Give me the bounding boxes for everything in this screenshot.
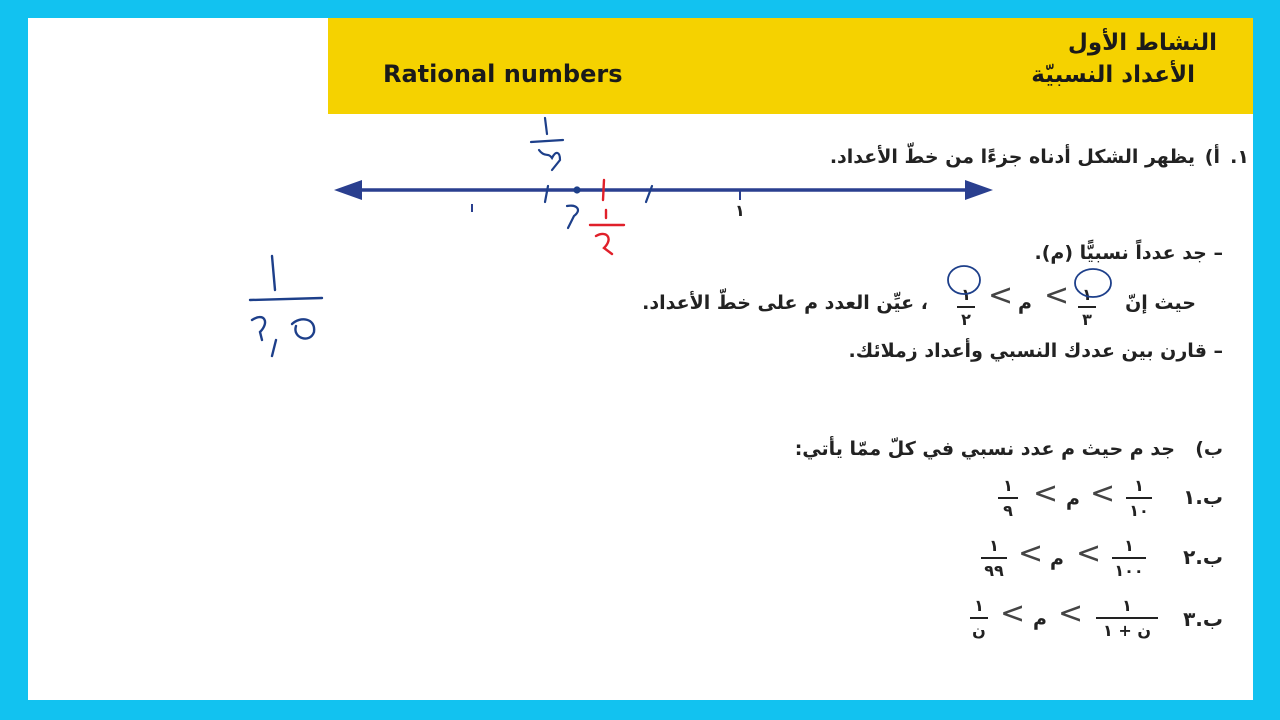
part-b-text: جد م حيث م عدد نسبي في كلّ ممّا يأتي: bbox=[794, 438, 1175, 460]
item-b1-m: م bbox=[1066, 488, 1080, 510]
number-line-right-arrow bbox=[965, 180, 993, 200]
item-b1-label: ب.١ bbox=[1183, 485, 1223, 509]
handwritten-circles bbox=[948, 266, 1111, 297]
question-1-text: يظهر الشكل أدناه جزءًا من خطّ الأعداد. bbox=[829, 146, 1195, 168]
less-than-sign: < bbox=[1058, 596, 1084, 631]
fraction-one-third: ١ ٣ bbox=[1078, 285, 1096, 329]
variable-m: م bbox=[1018, 292, 1032, 314]
less-than-sign: < bbox=[1000, 596, 1026, 631]
item-b2-right-fraction: ١ ٩٩ bbox=[981, 536, 1007, 580]
less-than-sign: < bbox=[1033, 476, 1059, 511]
item-b2-m: م bbox=[1050, 548, 1064, 570]
item-b3-right-fraction: ١ ن bbox=[970, 596, 988, 640]
part-b-label: ب) bbox=[1195, 438, 1223, 460]
question-number: ١. bbox=[1230, 146, 1249, 168]
bullet-where-prefix: حيث إنّ bbox=[1125, 292, 1196, 314]
item-b2-left-fraction: ١ ١٠٠ bbox=[1112, 536, 1146, 580]
less-than-sign: < bbox=[1018, 536, 1044, 571]
number-line-left-arrow bbox=[334, 180, 362, 200]
bullet-find-rational: – جد عدداً نسبيًّا (م). bbox=[1034, 242, 1223, 264]
less-than-sign: < bbox=[988, 278, 1014, 313]
handwritten-one-third bbox=[531, 118, 652, 228]
item-b3-label: ب.٣ bbox=[1183, 607, 1223, 631]
less-than-sign: < bbox=[1044, 278, 1070, 313]
item-b3-left-fraction: ١ ن + ١ bbox=[1096, 596, 1158, 640]
activity-title: النشاط الأول bbox=[1067, 30, 1217, 56]
less-than-sign: < bbox=[1090, 476, 1116, 511]
item-b2-label: ب.٢ bbox=[1183, 545, 1223, 569]
bullet-compare: – قارن بين عددك النسبي وأعداد زملائك. bbox=[848, 340, 1223, 362]
less-than-sign: < bbox=[1076, 536, 1102, 571]
fraction-one-half: ١ ٢ bbox=[957, 285, 975, 329]
title-english: Rational numbers bbox=[383, 60, 623, 88]
item-b1-left-fraction: ١ ١٠ bbox=[1126, 476, 1152, 520]
handwritten-one-over-two-point-five bbox=[250, 256, 322, 356]
item-b1-right-fraction: ١ ٩ bbox=[998, 476, 1018, 520]
number-line-label-one: ١ bbox=[735, 201, 745, 220]
bullet-where-suffix: ، عيِّن العدد م على خطّ الأعداد. bbox=[642, 292, 928, 314]
item-b3-m: م bbox=[1033, 608, 1047, 630]
rational-numbers-title-ar: الأعداد النسبيّة bbox=[1031, 62, 1195, 88]
question-part-a: أ) bbox=[1204, 146, 1220, 168]
number-line bbox=[334, 180, 993, 212]
